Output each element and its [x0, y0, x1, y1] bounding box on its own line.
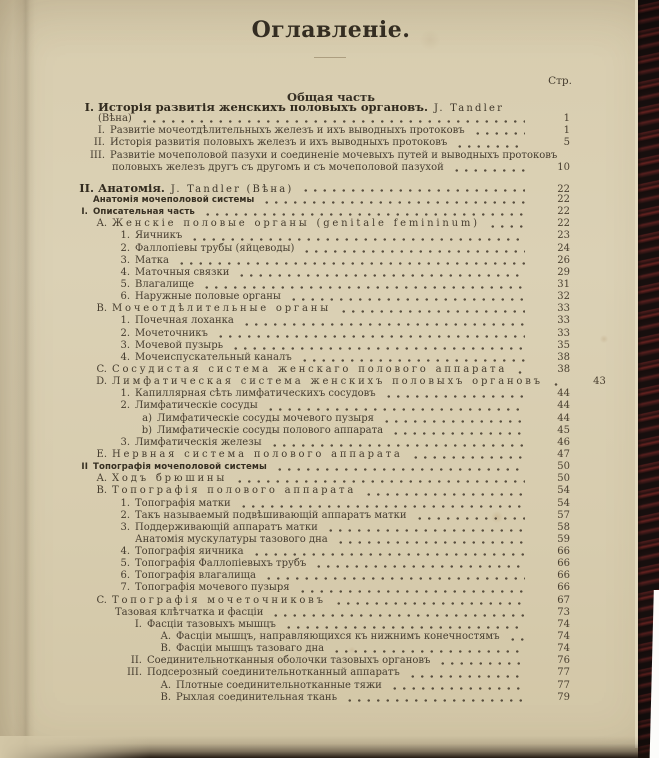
leader-dots: [339, 310, 525, 313]
toc-row: [0, 667, 659, 679]
toc-row-text: Фаллопіевы трубы (яйцеводы): [135, 242, 295, 254]
toc-row-page: 73: [557, 606, 570, 618]
toc-row: [0, 607, 659, 619]
toc-row-label: 3.: [120, 436, 130, 448]
toc-row: [0, 570, 659, 582]
toc-row: [0, 162, 659, 174]
section-heading: Общая часть: [287, 90, 375, 104]
toc-row-text: (Вѣна): [98, 113, 132, 125]
toc-row-page: 79: [557, 691, 570, 703]
toc-row: [0, 595, 659, 607]
toc-row-text: Женскіе половые органы (genitale femininum): [112, 218, 480, 230]
toc-row-page: 29: [557, 266, 570, 278]
toc-row: [0, 692, 659, 704]
toc-row: [0, 376, 659, 388]
leader-dots: [364, 493, 525, 496]
toc-row-text: Топографія матки: [135, 497, 231, 509]
toc-row: [0, 680, 659, 692]
toc-row-text: Развитіе мочеполовой пазухи и соединеніе мочевыхъ путей и выводныхъ протоковъ: [110, 149, 558, 161]
toc-row-page: 10: [557, 161, 570, 173]
bottom-shadow-fade: [0, 736, 150, 758]
toc-row: [0, 303, 659, 315]
toc-row: [0, 643, 659, 655]
toc-row-label: C.: [96, 594, 107, 606]
toc-row-label: I.: [97, 125, 105, 137]
toc-row-text: Топографія влагалища: [135, 570, 256, 582]
toc-row: [0, 413, 659, 425]
toc-row-label: 6.: [120, 570, 130, 582]
toc-row-text: Топографія мочеточниковъ: [112, 594, 326, 606]
toc-row-page: 50: [557, 473, 570, 485]
toc-row-text: Развитіе мочеотдѣлительныхъ железъ и ихъ выводныхъ протоковъ: [110, 125, 465, 137]
toc-row-text: Анатомія мочеполовой системы: [93, 194, 255, 205]
toc-row-page: 1: [563, 125, 570, 137]
leader-dots: [264, 577, 525, 580]
leader-dots: [289, 298, 525, 301]
leader-dots: [239, 505, 525, 508]
toc-row-label: 4.: [120, 351, 130, 363]
leader-dots: [415, 517, 525, 520]
leader-dots: [455, 145, 525, 148]
toc-row-label: 2.: [120, 327, 130, 339]
toc-row: [0, 291, 659, 303]
toc-row-label: I.: [84, 100, 94, 114]
toc-row-page: 32: [557, 291, 570, 303]
toc-row: [0, 461, 659, 473]
toc-row: [0, 400, 659, 412]
toc-row-label: III.: [89, 149, 105, 161]
toc-row: [0, 522, 659, 534]
toc-row-page: 44: [557, 400, 570, 412]
toc-row-page: 5: [563, 137, 570, 149]
leader-dots: [508, 638, 525, 641]
toc-row-text: Влагалище: [135, 278, 195, 290]
toc-row-label: B.: [160, 643, 171, 655]
toc-row: [0, 243, 659, 255]
leader-dots: [300, 359, 525, 362]
toc-row: [0, 137, 659, 149]
toc-row-label: A.: [96, 473, 107, 485]
leader-dots: [336, 541, 525, 544]
toc-row-text: Топографія яичника: [135, 546, 244, 558]
toc-row-page: 24: [557, 242, 570, 254]
toc-row-label: 3.: [120, 339, 130, 351]
leader-dots: [302, 250, 525, 253]
toc-row-page: 77: [557, 679, 570, 691]
toc-row-label: D.: [96, 376, 107, 388]
toc-row-text: Описательная часть: [93, 207, 195, 218]
leader-dots: [551, 383, 561, 386]
toc-row-page: 31: [557, 278, 570, 290]
leader-dots: [140, 120, 525, 123]
toc-row: [0, 255, 659, 267]
toc-row-text: Нервная система полового аппарата: [112, 448, 403, 460]
page-title: Оглавленіе.: [251, 17, 411, 43]
toc-row-page: 67: [557, 594, 570, 606]
toc-row-text: Такъ называемый подвѣшивающій аппаратъ матки: [135, 509, 407, 521]
leader-dots: [345, 699, 525, 702]
leader-dots: [332, 650, 525, 653]
leader-dots: [284, 626, 525, 629]
toc-row-label: A.: [96, 218, 107, 230]
toc-row-page: 43: [593, 376, 606, 388]
page-column-header: Стр.: [548, 75, 572, 87]
leader-dots: [326, 529, 525, 532]
toc-row: [0, 206, 659, 218]
toc-row: [0, 485, 659, 497]
toc-row-label: A.: [160, 679, 171, 691]
toc-row-label: 3.: [120, 254, 130, 266]
leader-dots: [298, 590, 525, 593]
leader-dots: [270, 444, 525, 447]
toc-row-text: Мочеиспускательный каналъ: [135, 351, 292, 363]
toc-row-text: половыхъ железъ другъ съ другомъ и съ мочеполовой пазухой: [112, 161, 444, 173]
toc-row: [0, 182, 659, 194]
leader-dots: [390, 687, 525, 690]
toc-row: [0, 534, 659, 546]
toc-row: [0, 655, 659, 667]
toc-row-text: Почечная лоханка: [135, 315, 234, 327]
toc-row-page: 35: [557, 339, 570, 351]
toc-row-page: 74: [557, 631, 570, 643]
toc-row-text: Поддерживающій аппаратъ матки: [135, 521, 318, 533]
leader-dots: [473, 132, 525, 135]
toc-row-label: II.: [93, 137, 105, 149]
toc-row-text: Плотные соединительнотканные тяжи: [176, 679, 382, 691]
leader-dots: [411, 456, 525, 459]
leader-dots: [438, 662, 525, 665]
toc-row: [0, 328, 659, 340]
toc-row-label: I.: [81, 207, 88, 218]
toc-row-label: III.: [126, 667, 142, 679]
toc-row-page: 1: [563, 113, 570, 125]
toc-row-text: Топографія полового аппарата: [112, 485, 357, 497]
toc-row-page: 74: [557, 618, 570, 630]
toc-row-text: Топографія мочевого пузыря: [135, 582, 290, 594]
toc-row-text: Рыхлая соединительная ткань: [176, 691, 338, 703]
toc-row-label: 4.: [120, 546, 130, 558]
toc-row-text: Топографія Фаллопіевыхъ трубъ: [135, 558, 307, 570]
toc-row: [0, 631, 659, 643]
toc-row-page: 46: [557, 436, 570, 448]
leader-dots: [266, 408, 525, 411]
toc-row-label: II.: [130, 655, 142, 667]
toc-row-page: 66: [557, 582, 570, 594]
toc-row: [0, 340, 659, 352]
toc-row-page: 22: [557, 206, 570, 218]
leader-dots: [202, 286, 525, 289]
toc-row: [0, 510, 659, 522]
toc-row: [0, 558, 659, 570]
leader-dots: [515, 371, 525, 374]
toc-row-label: II: [81, 462, 88, 473]
toc-row-label: E.: [96, 448, 107, 460]
toc-row-label: 7.: [120, 582, 130, 594]
toc-row-label: II.: [79, 180, 94, 195]
toc-row-page: 50: [557, 461, 570, 473]
toc-row-text: Ходъ брюшины: [112, 473, 228, 485]
toc-row-label: b): [141, 424, 152, 436]
toc-row-text: Матка: [135, 254, 169, 266]
toc-row: [0, 473, 659, 485]
toc-row-page: 22: [557, 193, 570, 205]
toc-row: [0, 113, 659, 125]
toc-row: [0, 364, 659, 376]
toc-row-page: 47: [557, 448, 570, 460]
leader-dots: [408, 675, 525, 678]
toc-row-page: 45: [557, 424, 570, 436]
toc-row-label: B.: [96, 485, 107, 497]
toc-row-label: 4.: [120, 266, 130, 278]
toc-row-text: Тазовая клѣтчатка и фасціи: [115, 606, 264, 618]
leader-dots: [452, 169, 525, 172]
toc-row-page: 57: [557, 509, 570, 521]
toc-row-page: 58: [557, 521, 570, 533]
toc-row-text: Соединительнотканныя оболочки тазовыхъ органовъ: [147, 655, 431, 667]
leader-dots: [314, 565, 525, 568]
toc-row: [0, 546, 659, 558]
toc-row-text: Фасціи мышцъ, направляющихся къ нижнимъ конечностямъ: [176, 631, 500, 643]
toc-row-page: 22: [557, 183, 570, 195]
toc-row-author: J. Tandler: [433, 103, 505, 114]
toc-row-label: a): [142, 412, 152, 424]
toc-row-text: Лимфатическая система женскихъ половыхъ органовъ: [112, 376, 543, 388]
toc-row-page: 33: [557, 315, 570, 327]
toc-row-text: Анатомія мускулатуры тазового дна: [135, 533, 328, 545]
toc-row-page: 38: [557, 363, 571, 375]
toc-row-page: 44: [557, 388, 570, 400]
toc-row-page: 44: [557, 412, 570, 424]
toc-row-page: 54: [557, 485, 570, 497]
toc-row-text: Исторія развитія женскихъ половыхъ органовъ.: [98, 100, 428, 114]
toc-row-text: Лимфатическія железы: [135, 436, 262, 448]
toc-row-page: 33: [557, 327, 570, 339]
leader-dots: [271, 614, 525, 617]
toc-row-page: 38: [557, 351, 570, 363]
leader-dots: [391, 432, 525, 435]
toc-row-text: Мочевой пузырь: [135, 339, 224, 351]
toc-row: [0, 437, 659, 449]
toc-row: [0, 352, 659, 364]
toc-row: [0, 498, 659, 510]
toc-row-label: 6.: [120, 291, 130, 303]
toc-row-page: 26: [557, 254, 570, 266]
toc-row-page: 33: [557, 303, 570, 315]
toc-row-label: I.: [134, 618, 142, 630]
toc-row-page: 59: [557, 533, 570, 545]
leader-dots: [275, 468, 525, 471]
toc-row-text: Лимфатическіе сосуды: [135, 400, 258, 412]
toc-row: [0, 582, 659, 594]
toc-row-label: 3.: [120, 521, 130, 533]
toc-row-author: J. Tandler (Вѣна): [170, 183, 294, 195]
toc-row-text: Исторія развитія половыхъ железъ и ихъ выводныхъ протоковъ: [110, 137, 448, 149]
toc-row-label: 1.: [120, 315, 130, 327]
leader-dots: [231, 347, 525, 350]
toc-row-label: 1.: [120, 497, 130, 509]
toc-row: [0, 150, 659, 162]
leader-dots: [216, 335, 525, 338]
leader-dots: [235, 480, 525, 483]
toc-row-label: A.: [160, 631, 171, 643]
leader-dots: [237, 274, 525, 277]
leader-dots: [488, 225, 525, 228]
toc-row-label: 2.: [120, 242, 130, 254]
toc-row: [0, 194, 659, 206]
toc-row-page: 54: [557, 497, 570, 509]
leader-dots: [382, 420, 525, 423]
toc-row-text: Мочеотдѣлительные органы: [112, 303, 331, 315]
leader-dots: [334, 602, 525, 605]
toc-row: [0, 230, 659, 242]
toc-row-label: 1.: [120, 388, 130, 400]
toc-row-text: Яичникъ: [135, 230, 183, 242]
toc-row-page: 22: [557, 218, 570, 230]
toc-row-text: Фасціи тазовыхъ мышцъ: [147, 618, 276, 630]
toc-row-text: Анатомія.: [98, 180, 165, 195]
toc-row-text: Сосудистая система женскаго полового аппарата: [112, 363, 508, 375]
toc-row-text: Наружные половые органы: [135, 291, 281, 303]
leader-dots: [301, 189, 525, 192]
toc-row-label: 5.: [120, 558, 130, 570]
toc-row-page: 77: [557, 667, 570, 679]
toc-list: [0, 101, 659, 704]
toc-row-text: Маточныя связки: [135, 266, 230, 278]
toc-row-text: Фасціи мышцъ тазоваго дна: [176, 643, 325, 655]
toc-row-label: 2.: [120, 400, 130, 412]
leader-dots: [242, 323, 525, 326]
toc-row-page: 66: [557, 558, 570, 570]
toc-row-text: Мочеточникъ: [135, 327, 208, 339]
toc-row-text: Подсерозный соединительнотканный аппаратъ: [147, 667, 400, 679]
toc-row: [0, 425, 659, 437]
toc-row-page: 23: [557, 230, 570, 242]
toc-row: [0, 101, 659, 113]
leader-dots: [384, 395, 525, 398]
leader-dots: [252, 553, 525, 556]
toc-row-text: Лимфатическіе сосуды мочевого пузыря: [157, 412, 374, 424]
toc-row: [0, 619, 659, 631]
toc-row-page: 66: [557, 546, 570, 558]
toc-row: [0, 267, 659, 279]
toc-row-page: 74: [557, 643, 570, 655]
toc-row-text: Лимфатическіе сосуды полового аппарата: [157, 424, 384, 436]
toc-row-label: B.: [160, 691, 171, 703]
toc-row: [0, 315, 659, 327]
toc-row-label: B.: [96, 303, 107, 315]
toc-row-page: 66: [557, 570, 570, 582]
toc-row: [0, 218, 659, 230]
toc-row-page: 76: [557, 655, 570, 667]
toc-row-text: Капиллярная сѣть лимфатическихъ сосудовъ: [135, 388, 376, 400]
title-divider: [314, 57, 346, 58]
toc-row-text: Топографія мочеполовой системы: [93, 462, 267, 473]
leader-dots: [190, 238, 525, 241]
toc-row-label: 1.: [120, 230, 130, 242]
toc-row: [0, 388, 659, 400]
toc-row: [0, 279, 659, 291]
toc-row-label: C.: [96, 363, 107, 375]
leader-dots: [203, 213, 525, 216]
leader-dots: [177, 262, 525, 265]
toc-row: [0, 125, 659, 137]
toc-row-label: 5.: [120, 278, 130, 290]
toc-row-label: 2.: [120, 509, 130, 521]
leader-dots: [262, 201, 525, 204]
toc-row: [0, 449, 659, 461]
